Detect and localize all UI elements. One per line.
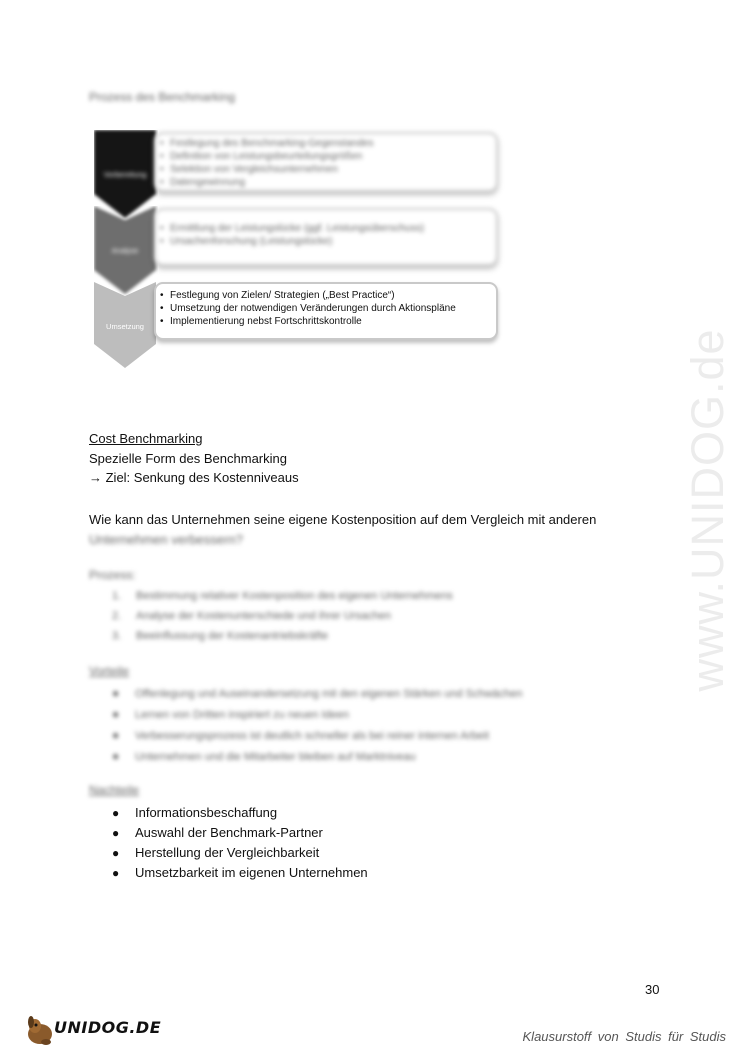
list-item [112, 586, 453, 606]
section-goal: → Ziel: Senkung des Kostenniveaus [89, 470, 299, 485]
stage-1-item: • Selektion von Vergleichsunternehmen [170, 163, 496, 176]
list-item [112, 843, 368, 863]
bullet-icon: ● [112, 806, 120, 820]
bullet-icon: ● [112, 846, 120, 860]
list-text: Informationsbeschaffung [135, 805, 278, 820]
list-item [112, 626, 453, 646]
stage-1-box [154, 132, 498, 192]
list-text: Unternehmen und die Mitarbeiter bleiben auf Marktniveau [135, 751, 416, 763]
stage-3-item: • Umsetzung der notwendigen Veränderungen durch Aktionspläne [170, 302, 496, 315]
bullet-icon: ● [112, 728, 120, 742]
stage-1-label: Vorbereitung [103, 170, 147, 179]
bullet-icon: ● [112, 707, 120, 721]
list-item [112, 823, 368, 843]
stage-2-item: • Ermittlung der Leistungslücke (ggf. Leistungsüberschuss) [170, 222, 496, 235]
process-label: Prozess: [89, 568, 136, 582]
stage-1-item: • Datengewinnung [170, 176, 496, 189]
stage-2-label: Analyse [111, 246, 139, 255]
advantages-list [112, 683, 523, 767]
logo-text: UNIDOG.DE [54, 1018, 162, 1037]
page-heading: Prozess des Benchmarking [89, 90, 236, 104]
stage-3-item: • Implementierung nebst Fortschrittskontrolle [170, 315, 496, 328]
process-diagram [94, 130, 506, 370]
list-item [112, 606, 453, 626]
bullet-icon: ● [112, 686, 120, 700]
disadvantages-label: Nachteile [89, 783, 140, 797]
list-text: Verbesserungsprozess ist deutlich schneller als bei reiner internen Arbeit [135, 730, 490, 742]
process-list [112, 586, 453, 646]
stage-3-item: • Festlegung von Zielen/ Strategien („Best Practice“) [170, 289, 496, 302]
stage-3-box [154, 282, 498, 340]
unidog-logo[interactable] [22, 1012, 162, 1048]
list-text: Auswahl der Benchmark-Partner [135, 825, 323, 840]
list-number: 2. [112, 610, 122, 622]
question-line: Unternehmen verbessern? [89, 532, 243, 547]
list-item [112, 725, 523, 746]
dog-icon [22, 1012, 58, 1048]
footer-tagline: Klausurstoff von Studis für Studis [522, 1029, 726, 1044]
stage-2-item: • Ursachenforschung (Leistungslücke) [170, 235, 496, 248]
advantages-label: Vorteile [89, 664, 130, 678]
list-number: 1. [112, 590, 122, 602]
stage-2-box [154, 208, 498, 266]
disadvantages-list [112, 803, 368, 883]
bullet-icon: ● [112, 866, 120, 880]
list-item [112, 803, 368, 823]
stage-1-item: • Definition von Leistungsbeurteilungsgrößen [170, 150, 496, 163]
list-text: Offenlegung und Auseinandersetzung mit den eigenen Stärken und Schwächen [135, 688, 523, 700]
list-item [112, 863, 368, 883]
list-item [112, 704, 523, 725]
list-text: Bestimmung relativer Kostenposition des eigenen Unternehmens [136, 590, 453, 602]
watermark: www.UNIDOG.de [682, 328, 733, 692]
list-item [112, 683, 523, 704]
question-paragraph [89, 510, 609, 550]
bullet-icon: ● [112, 749, 120, 763]
bullet-icon: ● [112, 826, 120, 840]
list-number: 3. [112, 630, 122, 642]
list-text: Analyse der Kostenunterschiede und ihrer Ursachen [136, 610, 391, 622]
list-text: Umsetzbarkeit im eigenen Unternehmen [135, 865, 368, 880]
list-text: Herstellung der Vergleichbarkeit [135, 845, 320, 860]
section-title: Cost Benchmarking [89, 431, 203, 446]
page-number: 30 [645, 982, 660, 997]
question-line: Wie kann das Unternehmen seine eigene Kostenposition auf dem Vergleich mit anderen [89, 512, 597, 527]
list-text: Lernen von Dritten inspiriert zu neuen Ideen [135, 709, 350, 721]
section-subtitle: Spezielle Form des Benchmarking [89, 451, 287, 466]
stage-3-label: Umsetzung [106, 322, 144, 331]
list-item [112, 746, 523, 767]
stage-1-item: • Festlegung des Benchmarking-Gegenstandes [170, 137, 496, 150]
list-text: Beeinflussung der Kostenantriebskräfte [136, 630, 329, 642]
